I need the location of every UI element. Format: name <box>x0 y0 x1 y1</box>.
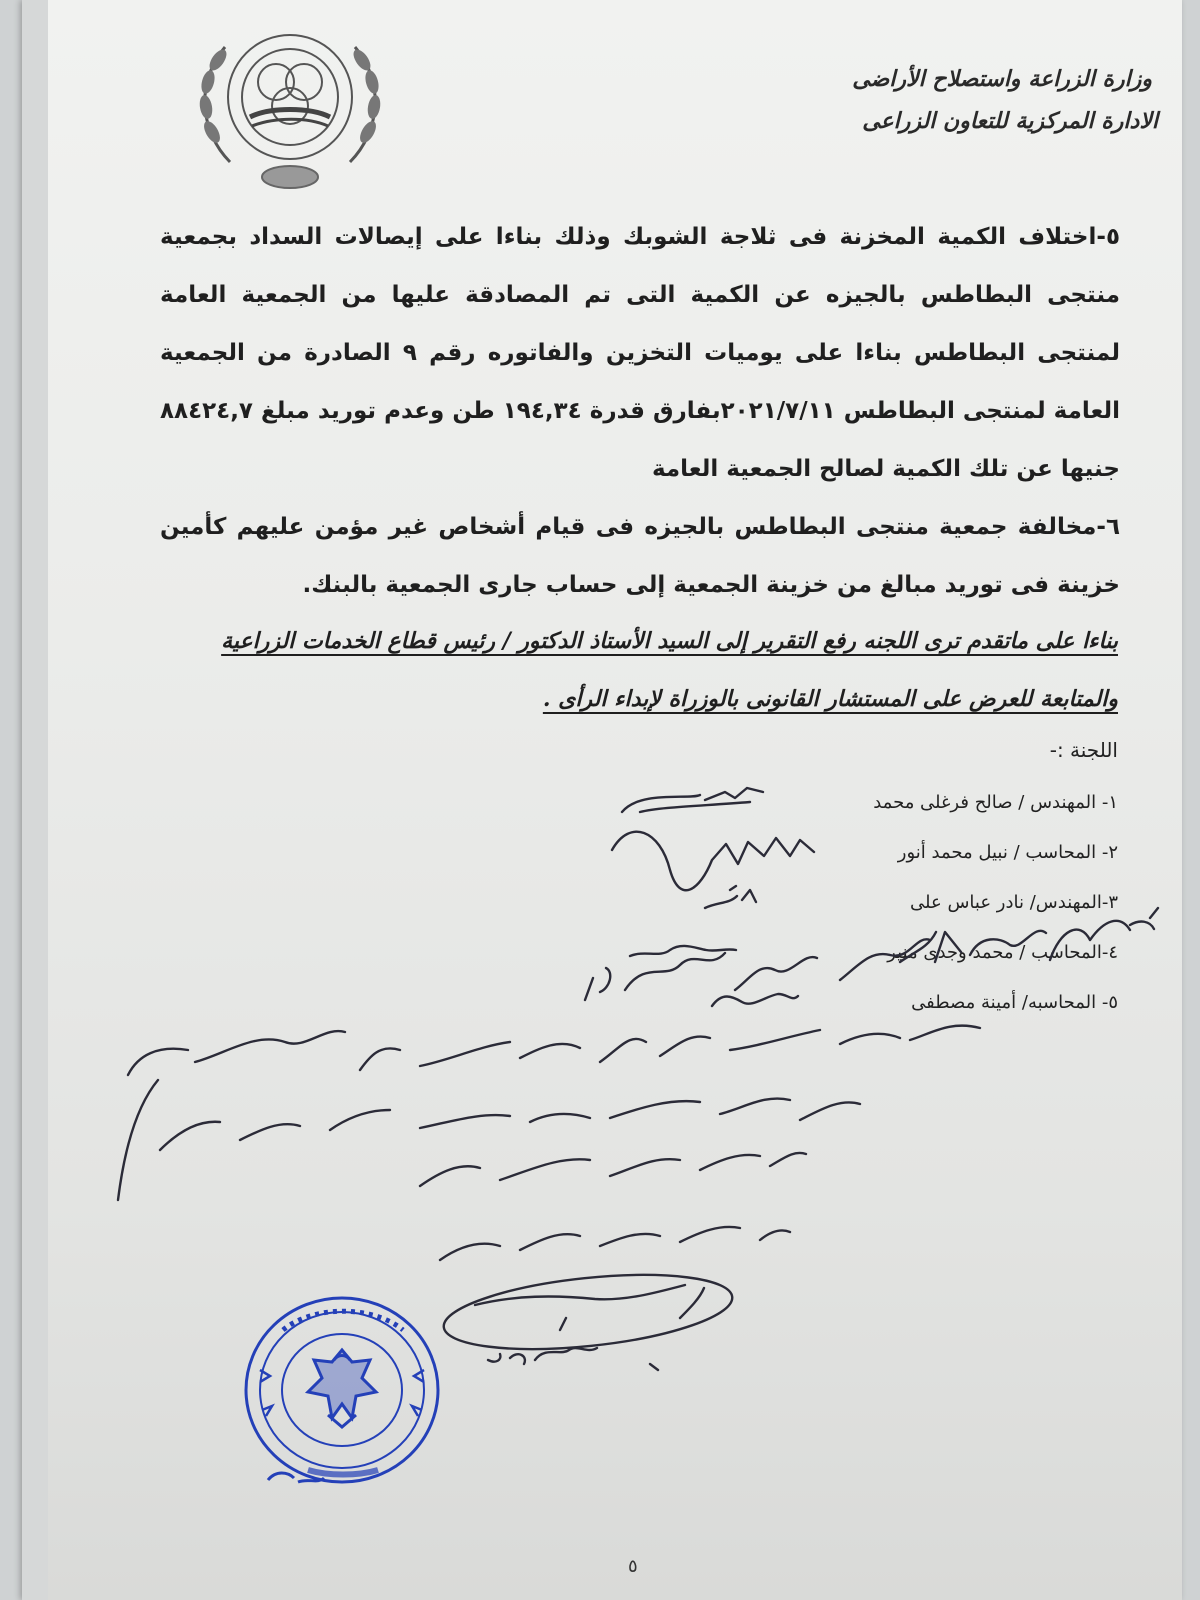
signature-4 <box>630 946 736 956</box>
item-6: ٦-مخالفة جمعية منتجى البطاطس بالجيزه فى قيام أشخاص غير مؤمن عليهم كأمين خزينة فى توريد مبالغ من خزينة الجمعية إلى حساب جارى الجمعية بالبنك. <box>160 514 1120 598</box>
member-3: ٣-المهندس/ نادر عباس على <box>910 892 1118 913</box>
note-line-4 <box>420 1153 806 1186</box>
committee-title: اللجنة :- <box>1049 738 1118 762</box>
member-4: ٤-المحاسب / محمد وجدى منير <box>887 942 1118 963</box>
ministry-name: وزارة الزراعة واستصلاح الأراضى <box>852 66 1152 92</box>
note-line-5 <box>440 1227 790 1260</box>
member-5: ٥- المحاسبه/ أمينة مصطفى <box>911 992 1118 1013</box>
signature-2 <box>612 832 814 891</box>
date-handwritten <box>488 1348 658 1370</box>
page-number: ٥ <box>628 1556 638 1577</box>
member-2: ٢- المحاسب / نبيل محمد أنور <box>897 842 1118 863</box>
note-line-2 <box>128 1026 980 1075</box>
signature-1 <box>622 788 763 812</box>
note-line-3 <box>118 1080 860 1200</box>
signature-3 <box>705 886 756 908</box>
member-1: ١- المهندس / صالح فرغلى محمد <box>873 792 1118 813</box>
conclusion-text: بناءا على ماتقدم ترى اللجنه رفع التقرير إلى السيد الأستاذ الدكتور / رئيس قطاع الخدمات الزراعية والمتابعة للعرض على المستشار القانونى بالوزراة لإبداء الرأى . <box>221 628 1118 712</box>
official-seal-icon <box>238 1290 448 1495</box>
signature-5 <box>712 994 798 1006</box>
department-name: الادارة المركزية للتعاون الزراعى <box>862 108 1158 134</box>
margin-note <box>1050 908 1158 960</box>
item-5: ٥-اختلاف الكمية المخزنة فى ثلاجة الشوبك وذلك بناءا على إيصالات السداد بجمعية منتجى البطاطس بالجيزه عن الكمية التى تم المصادقة عليها من الجمعية العامة لمنتجى البطاطس بناءا على يوميات التخزين والفاتوره رقم ٩ الصادرة من الجمعية العامة لمنتجى البطاطس ٢٠٢١/٧/١١بفارق قدرة ١٩٤,٣٤ طن وعدم توريد مبلغ ٨٨٤٢٤,٧ جنيها عن تلك الكمية لصالح الجمعية العامة <box>160 224 1121 482</box>
note-line-1 <box>585 931 1046 1000</box>
